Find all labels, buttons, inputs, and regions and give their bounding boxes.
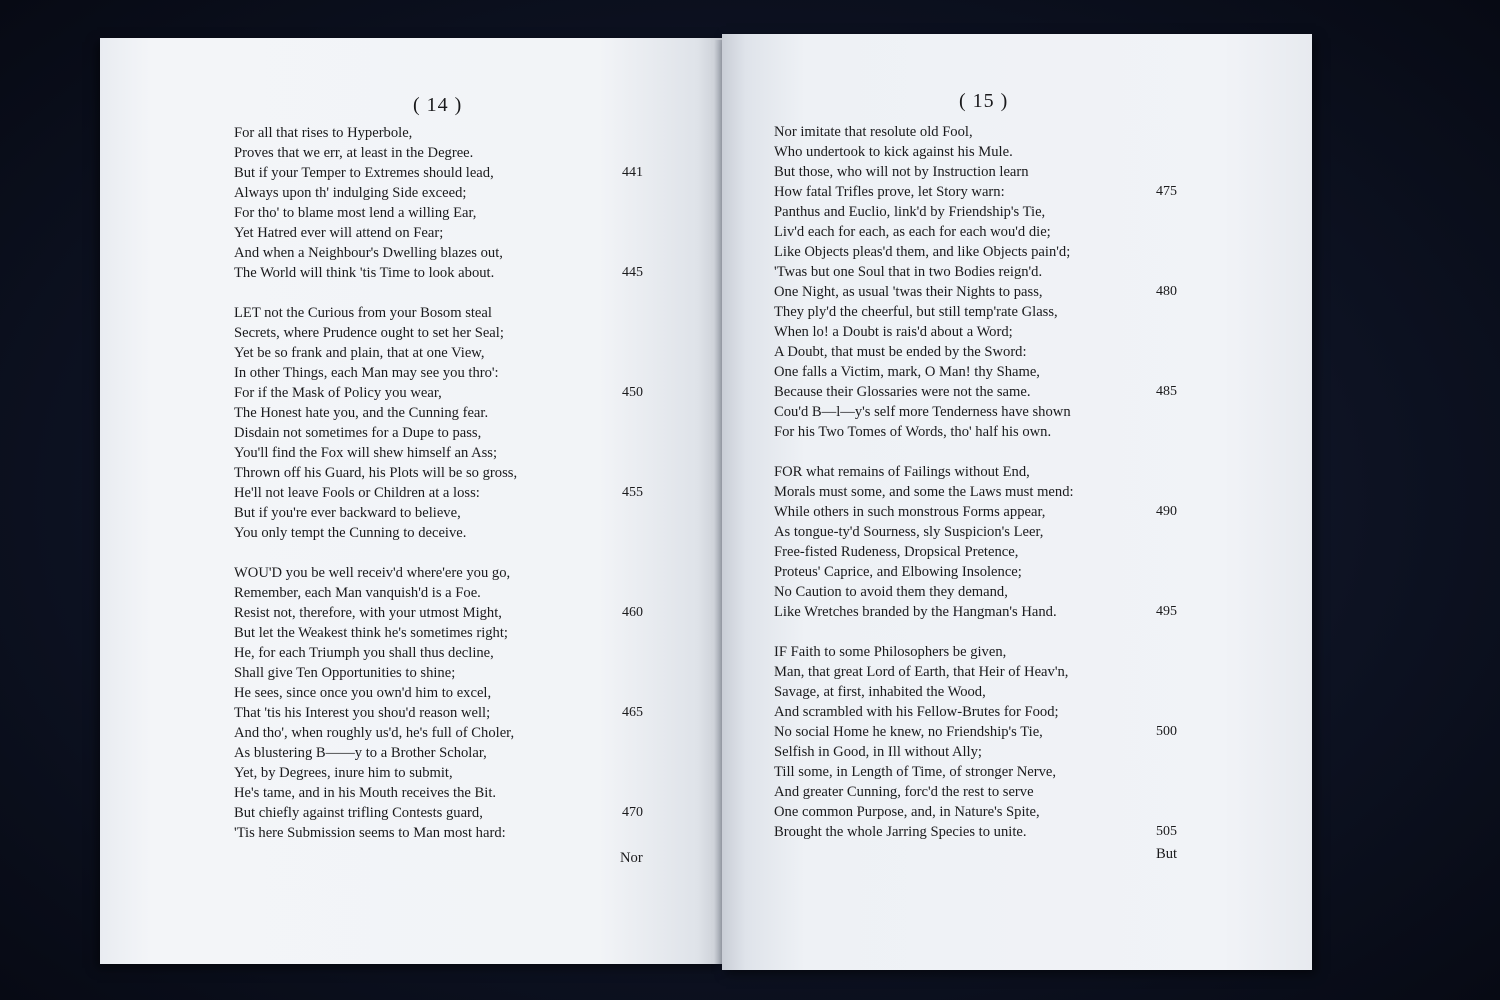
right-page	[722, 34, 1312, 970]
stanza-gap	[234, 543, 654, 563]
verse-text: But chiefly against trifling Contests guard,	[234, 805, 483, 821]
verse-text: When lo! a Doubt is rais'd about a Word;	[774, 324, 1013, 340]
verse-text: He, for each Triumph you shall thus decline,	[234, 645, 494, 661]
verse-text: Shall give Ten Opportunities to shine;	[234, 665, 456, 681]
verse-line	[774, 802, 1184, 822]
verse-text: As blustering B——y to a Brother Scholar,	[234, 745, 487, 761]
verse-line	[774, 302, 1184, 322]
verse-line	[234, 523, 654, 543]
verse-text: You'll find the Fox will shew himself an Ass;	[234, 445, 498, 461]
catchword: But	[1156, 846, 1178, 862]
verse-line	[234, 163, 654, 183]
verse-block	[774, 122, 1184, 842]
verse-line	[234, 643, 654, 663]
verse-line	[774, 762, 1184, 782]
verse-line	[234, 803, 654, 823]
verse-text: Like Objects pleas'd them, and like Objects pain'd;	[774, 244, 1071, 260]
verse-line	[774, 182, 1184, 202]
verse-text: Who undertook to kick against his Mule.	[774, 144, 1013, 160]
verse-line	[234, 563, 654, 583]
verse-line	[234, 823, 654, 843]
verse-text: While others in such monstrous Forms appear,	[774, 504, 1046, 520]
verse-line	[234, 303, 654, 323]
verse-line	[774, 642, 1184, 662]
verse-line	[774, 482, 1184, 502]
line-number: 441	[622, 165, 643, 180]
verse-line	[774, 582, 1184, 602]
verse-line	[774, 142, 1184, 162]
line-number: 480	[1156, 284, 1177, 299]
verse-line	[234, 503, 654, 523]
verse-line	[234, 243, 654, 263]
verse-text: FOR what remains of Failings without End,	[774, 464, 1030, 480]
verse-text: Free-fisted Rudeness, Dropsical Pretence,	[774, 544, 1019, 560]
verse-line	[774, 822, 1184, 842]
verse-line	[774, 322, 1184, 342]
verse-text: Brought the whole Jarring Species to unite.	[774, 824, 1027, 840]
verse-line	[234, 423, 654, 443]
verse-text: As tongue-ty'd Sourness, sly Suspicion's Leer,	[774, 524, 1044, 540]
verse-line	[774, 662, 1184, 682]
verse-line	[234, 703, 654, 723]
line-number: 485	[1156, 384, 1177, 399]
verse-line	[774, 782, 1184, 802]
line-number: 505	[1156, 824, 1177, 839]
verse-text: But if your Temper to Extremes should lead,	[234, 165, 494, 181]
verse-line	[774, 362, 1184, 382]
verse-line	[774, 602, 1184, 622]
verse-text: He'll not leave Fools or Children at a loss:	[234, 485, 480, 501]
verse-text: You only tempt the Cunning to deceive.	[234, 525, 467, 541]
verse-text: Man, that great Lord of Earth, that Heir of Heav'n,	[774, 664, 1069, 680]
verse-line	[234, 743, 654, 763]
verse-line	[774, 342, 1184, 362]
line-number: 455	[622, 485, 643, 500]
verse-line	[234, 783, 654, 803]
verse-text: But those, who will not by Instruction learn	[774, 164, 1029, 180]
verse-line	[774, 162, 1184, 182]
verse-text: Always upon th' indulging Side exceed;	[234, 185, 467, 201]
catchword: Nor	[620, 850, 643, 866]
verse-text: How fatal Trifles prove, let Story warn:	[774, 184, 1005, 200]
verse-line	[234, 183, 654, 203]
verse-text: Panthus and Euclio, link'd by Friendship's Tie,	[774, 204, 1046, 220]
line-number: 465	[622, 705, 643, 720]
left-page	[100, 38, 722, 964]
verse-text: Selfish in Good, in Ill without Ally;	[774, 744, 982, 760]
verse-line	[234, 663, 654, 683]
verse-line	[774, 202, 1184, 222]
verse-text: Proves that we err, at least in the Degree.	[234, 145, 474, 161]
line-number: 495	[1156, 604, 1177, 619]
verse-text: Like Wretches branded by the Hangman's Hand.	[774, 604, 1057, 620]
verse-text: Cou'd B—l—y's self more Tenderness have shown	[774, 404, 1071, 420]
verse-line	[234, 263, 654, 283]
verse-text: Because their Glossaries were not the same.	[774, 384, 1031, 400]
verse-line	[234, 383, 654, 403]
verse-text: They ply'd the cheerful, but still temp'rate Glass,	[774, 304, 1058, 320]
line-number: 445	[622, 265, 643, 280]
verse-text: But let the Weakest think he's sometimes right;	[234, 625, 508, 641]
verse-line	[774, 562, 1184, 582]
verse-line	[234, 463, 654, 483]
verse-block	[234, 123, 654, 843]
verse-line	[234, 223, 654, 243]
verse-text: And scrambled with his Fellow-Brutes for Food;	[774, 704, 1059, 720]
verse-line	[234, 323, 654, 343]
verse-line	[774, 722, 1184, 742]
verse-line	[774, 222, 1184, 242]
line-number: 460	[622, 605, 643, 620]
verse-line	[234, 583, 654, 603]
verse-text: Morals must some, and some the Laws must mend:	[774, 484, 1074, 500]
line-number: 500	[1156, 724, 1177, 739]
verse-text: For tho' to blame most lend a willing Ear,	[234, 205, 477, 221]
verse-text: No social Home he knew, no Friendship's Tie,	[774, 724, 1043, 740]
line-number: 490	[1156, 504, 1177, 519]
verse-text: One Night, as usual 'twas their Nights to pass,	[774, 284, 1043, 300]
verse-line	[774, 382, 1184, 402]
line-number: 475	[1156, 184, 1177, 199]
verse-text: He's tame, and in his Mouth receives the Bit.	[234, 785, 497, 801]
verse-line	[774, 462, 1184, 482]
verse-text: Remember, each Man vanquish'd is a Foe.	[234, 585, 481, 601]
verse-line	[774, 262, 1184, 282]
verse-line	[774, 282, 1184, 302]
verse-text: Secrets, where Prudence ought to set her Seal;	[234, 325, 504, 341]
verse-text: But if you're ever backward to believe,	[234, 505, 461, 521]
page-number: ( 15 )	[959, 90, 1009, 112]
verse-text: And when a Neighbour's Dwelling blazes out,	[234, 245, 503, 261]
verse-text: That 'tis his Interest you shou'd reason well;	[234, 705, 491, 721]
verse-line	[774, 542, 1184, 562]
verse-line	[234, 683, 654, 703]
verse-line	[774, 522, 1184, 542]
verse-text: And greater Cunning, forc'd the rest to serve	[774, 784, 1034, 800]
verse-text: And tho', when roughly us'd, he's full of Choler,	[234, 725, 515, 741]
verse-line	[774, 682, 1184, 702]
page-number: ( 14 )	[413, 94, 463, 116]
stanza-gap	[774, 622, 1184, 642]
verse-text: LET not the Curious from your Bosom steal	[234, 305, 492, 321]
verse-line	[234, 763, 654, 783]
verse-line	[774, 502, 1184, 522]
verse-line	[234, 483, 654, 503]
line-number: 450	[622, 385, 643, 400]
verse-text: For if the Mask of Policy you wear,	[234, 385, 442, 401]
verse-text: For all that rises to Hyperbole,	[234, 125, 413, 141]
verse-text: Disdain not sometimes for a Dupe to pass,	[234, 425, 482, 441]
verse-line	[774, 122, 1184, 142]
verse-text: A Doubt, that must be ended by the Sword:	[774, 344, 1027, 360]
verse-text: Yet be so frank and plain, that at one View,	[234, 345, 485, 361]
verse-line	[774, 742, 1184, 762]
stanza-gap	[774, 442, 1184, 462]
verse-text: Yet, by Degrees, inure him to submit,	[234, 765, 453, 781]
line-number: 470	[622, 805, 643, 820]
verse-text: In other Things, each Man may see you thro':	[234, 365, 499, 381]
verse-text: Till some, in Length of Time, of stronger Nerve,	[774, 764, 1056, 780]
verse-text: One common Purpose, and, in Nature's Spite,	[774, 804, 1040, 820]
verse-text: Yet Hatred ever will attend on Fear;	[234, 225, 444, 241]
verse-line	[234, 123, 654, 143]
verse-text: IF Faith to some Philosophers be given,	[774, 644, 1007, 660]
stanza-gap	[234, 283, 654, 303]
verse-text: Thrown off his Guard, his Plots will be so gross,	[234, 465, 518, 481]
verse-text: WOU'D you be well receiv'd where'ere you go,	[234, 565, 511, 581]
verse-text: The World will think 'tis Time to look about.	[234, 265, 495, 281]
verse-text: 'Twas but one Soul that in two Bodies reign'd.	[774, 264, 1043, 280]
verse-text: Savage, at first, inhabited the Wood,	[774, 684, 986, 700]
verse-text: For his Two Tomes of Words, tho' half his own.	[774, 424, 1052, 440]
verse-text: Nor imitate that resolute old Fool,	[774, 124, 973, 140]
verse-line	[234, 203, 654, 223]
verse-text: The Honest hate you, and the Cunning fear.	[234, 405, 489, 421]
verse-line	[234, 403, 654, 423]
verse-line	[774, 402, 1184, 422]
verse-line	[774, 242, 1184, 262]
verse-line	[234, 723, 654, 743]
verse-text: Resist not, therefore, with your utmost Might,	[234, 605, 502, 621]
open-book	[96, 30, 1316, 975]
verse-text: No Caution to avoid them they demand,	[774, 584, 1008, 600]
verse-line	[234, 343, 654, 363]
verse-line	[774, 422, 1184, 442]
verse-text: One falls a Victim, mark, O Man! thy Shame,	[774, 364, 1040, 380]
verse-text: 'Tis here Submission seems to Man most hard:	[234, 825, 506, 841]
verse-line	[234, 623, 654, 643]
verse-text: Liv'd each for each, as each for each wou'd die;	[774, 224, 1051, 240]
verse-line	[234, 143, 654, 163]
verse-text: Proteus' Caprice, and Elbowing Insolence;	[774, 564, 1022, 580]
verse-line	[774, 702, 1184, 722]
verse-text: He sees, since once you own'd him to excel,	[234, 685, 492, 701]
verse-line	[234, 363, 654, 383]
verse-line	[234, 603, 654, 623]
verse-line	[234, 443, 654, 463]
